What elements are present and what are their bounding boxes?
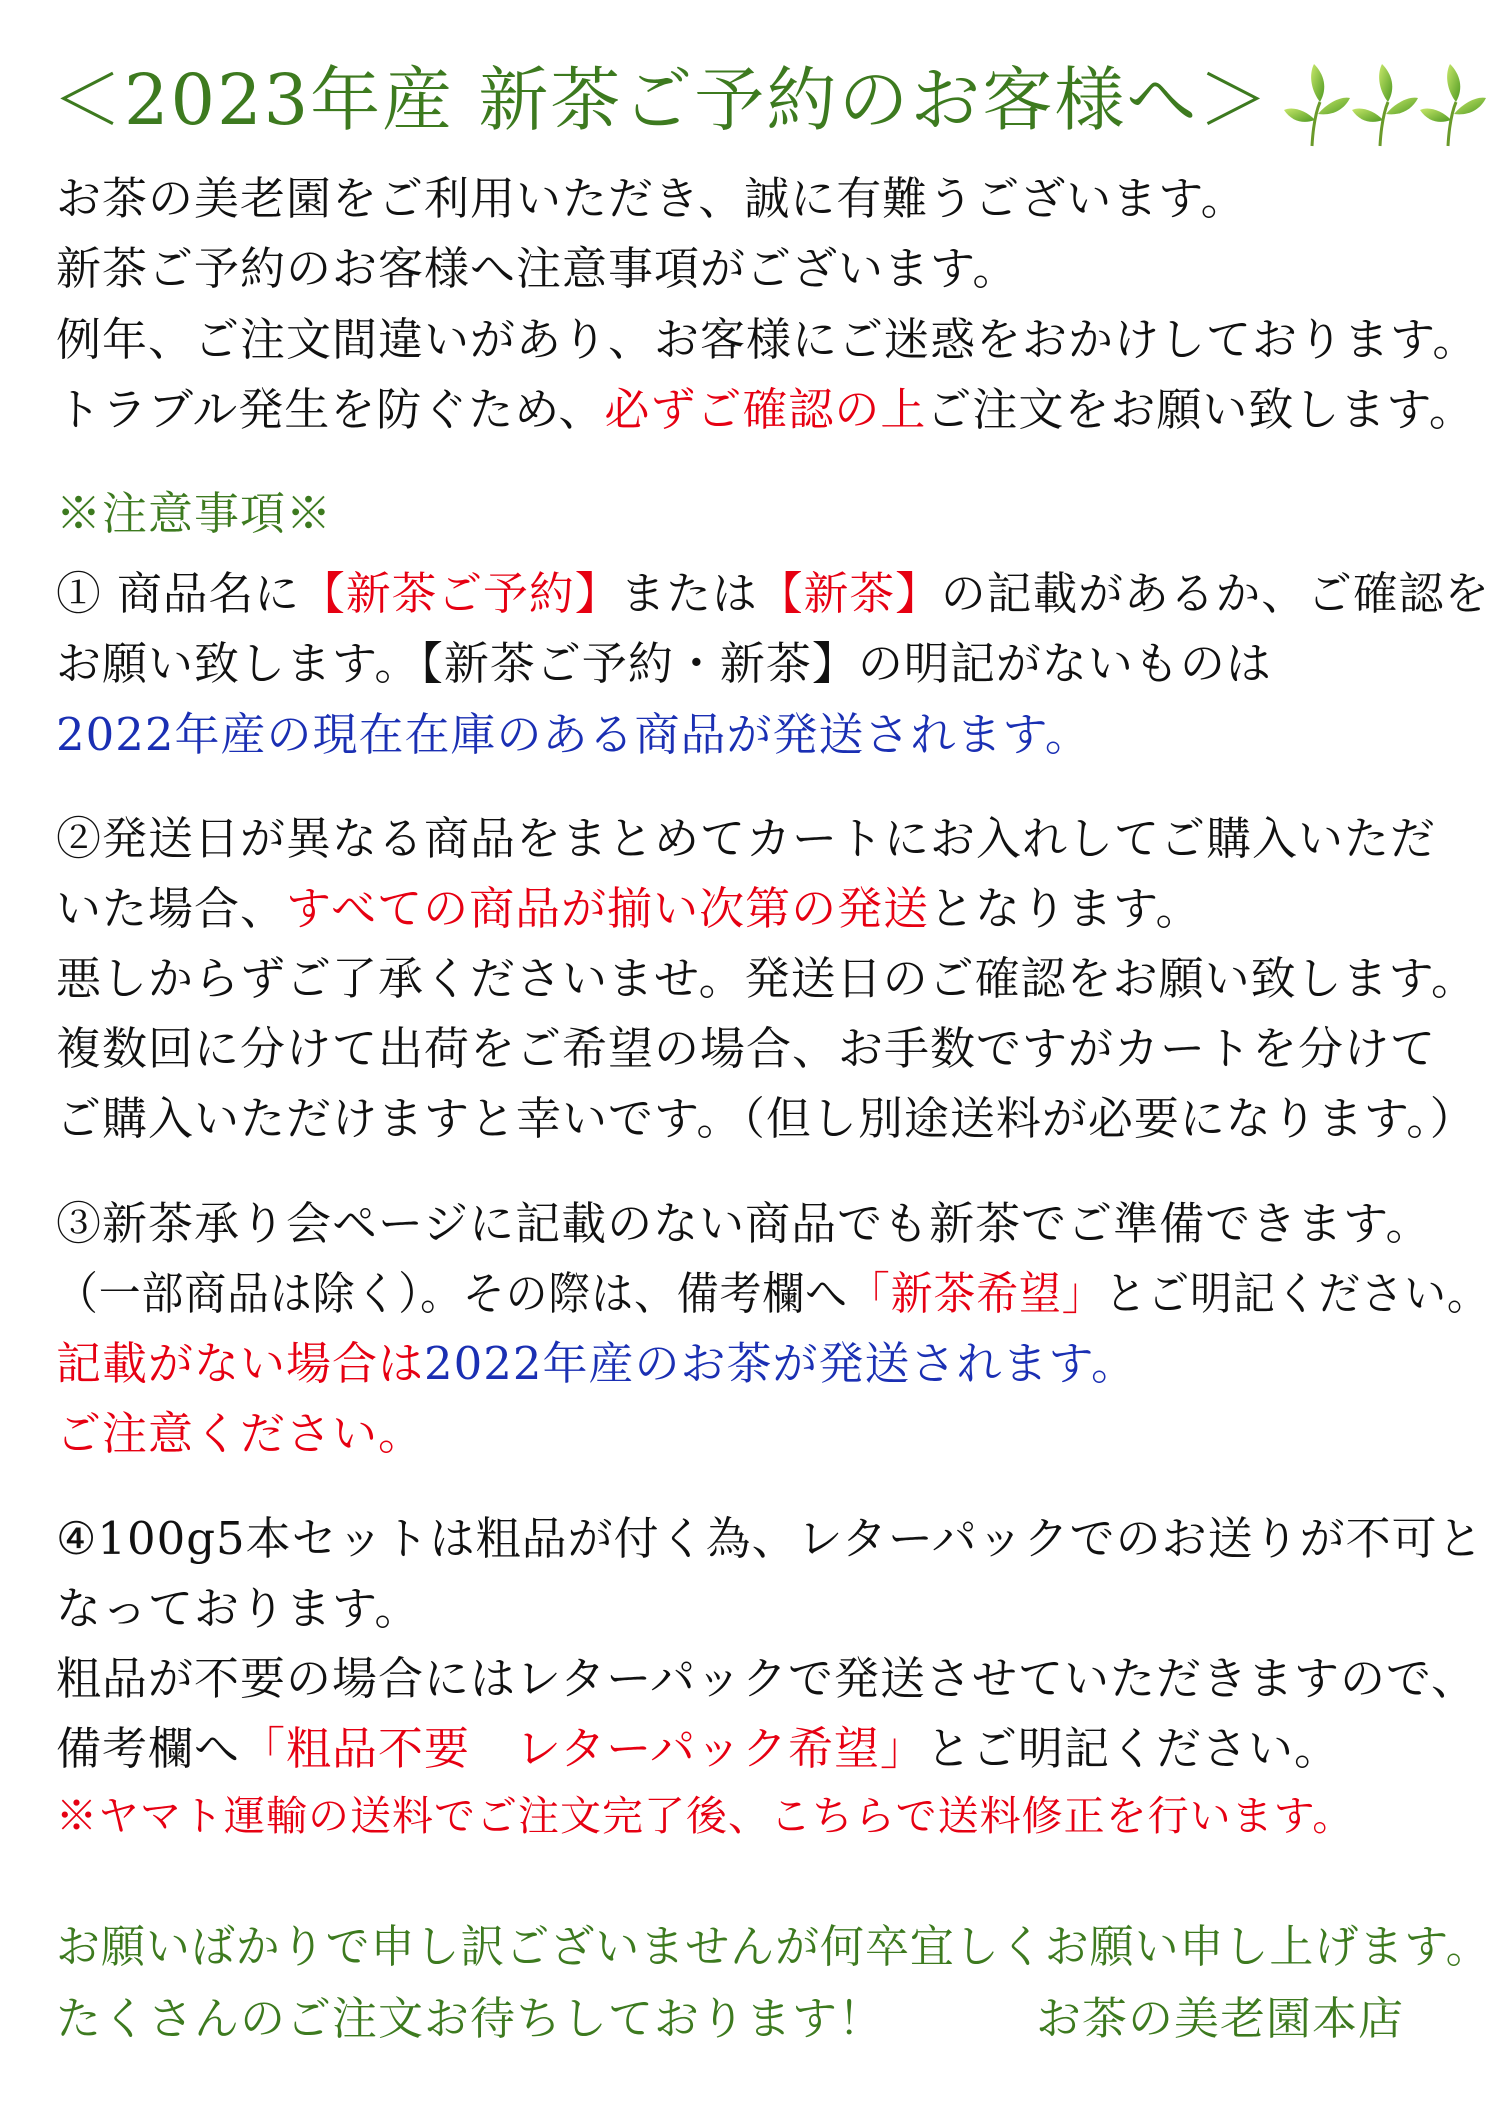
intro-line: 新茶ご予約のお客様へ注意事項がございます。 [56, 242, 1019, 295]
item-1-line: お願い致します。【新茶ご予約・新茶】の明記がないものは [56, 637, 1272, 690]
page-title: ＜2023年産 新茶ご予約のお客様へ＞ [52, 59, 1271, 141]
item-3-line: 記載がない場合は2022年産のお茶が発送されます。 [56, 1337, 1137, 1390]
closing-line: たくさんのご注文お待ちしております！ [56, 1992, 885, 2045]
shop-name: お茶の美老園本店 [1036, 1992, 1405, 2045]
item-2-line: ご購入いただけますと幸いです。（但し別途送料が必要になります。） [56, 1092, 1476, 1145]
closing-line: お願いばかりで申し訳ございませんが何卒宜しくお願い申し上げます。 [56, 1920, 1491, 1973]
item-4-line: ④100g5本セットは粗品が付く為、レターパックでのお送りが不可と [56, 1512, 1484, 1565]
item-4-line: 粗品が不要の場合にはレターパックで発送させていただきますので、 [56, 1652, 1478, 1705]
item-3-line: （一部商品は除く）。その際は、備考欄へ「新茶希望」とご明記ください。 [56, 1267, 1490, 1320]
notice-heading: ※注意事項※ [56, 487, 333, 540]
emphasis-text: 必ずご確認の上 [604, 383, 927, 436]
item-2-line: 悪しからずご了承くださいませ。発送日のご確認をお願い致します。 [56, 952, 1478, 1005]
item-2-line: ②発送日が異なる商品をまとめてカートにお入れしてご購入いただ [56, 812, 1437, 865]
item-2-line: いた場合、すべての商品が揃い次第の発送となります。 [56, 882, 1202, 935]
intro-line: トラブル発生を防ぐため、必ずご確認の上ご注文をお願い致します。 [56, 383, 1475, 436]
item-4-line: 備考欄へ「粗品不要 レターパック希望」とご明記ください。 [56, 1722, 1340, 1775]
item-4-line: なっております。 [56, 1582, 421, 1635]
item-1-line: 2022年産の現在在庫のある商品が発送されます。 [56, 708, 1091, 761]
item-1-line: ① 商品名に【新茶ご予約】または【新茶】の記載があるか、ご確認を [56, 567, 1491, 620]
item-4-note: ※ヤマト運輸の送料でご注文完了後、こちらで送料修正を行います。 [56, 1792, 1355, 1840]
tea-leaf-sprouts-icon [1282, 62, 1492, 148]
item-3-line: ③新茶承り会ページに記載のない商品でも新茶でご準備できます。 [56, 1197, 1432, 1250]
item-2-line: 複数回に分けて出荷をご希望の場合、お手数ですがカートを分けて [56, 1022, 1437, 1075]
item-3-line: ご注意ください。 [56, 1407, 425, 1460]
intro-line: お茶の美老園をご利用いただき、誠に有難うございます。 [56, 172, 1247, 225]
intro-line: 例年、ご注文間違いがあり、お客様にご迷惑をおかけしております。 [56, 313, 1479, 366]
